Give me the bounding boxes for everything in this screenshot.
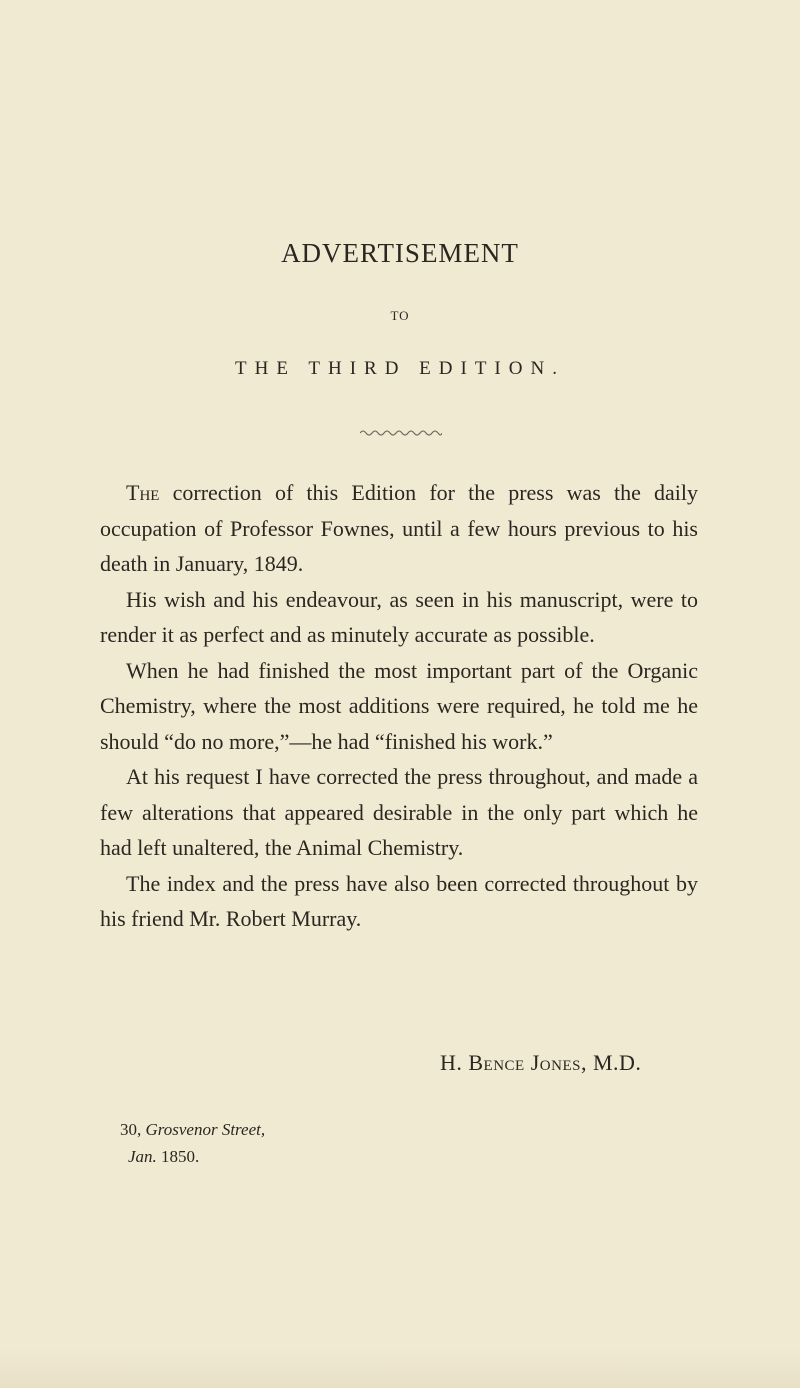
- paragraph-4: [100, 759, 698, 866]
- address-block: [120, 1116, 265, 1170]
- paragraph-text: The index and the press have also been corrected throughout by his friend Mr. Robert Murray.: [100, 870, 698, 931]
- subtitle-to: TO: [390, 308, 410, 323]
- paragraph-text: correction of this Edition for the press was the daily occupation of Professor Fownes, until a few hours previous to his death in January, 1849.: [100, 480, 698, 576]
- paragraph-text: His wish and his endeavour, as seen in his manuscript, were to render it as perfect and as minutely accurate as possible.: [100, 586, 698, 647]
- body-text: [100, 475, 698, 937]
- page-bottom-edge: [0, 1348, 800, 1388]
- signature: [440, 1050, 641, 1076]
- paragraph-1: [100, 475, 698, 582]
- address-line-2: [120, 1143, 265, 1170]
- address-year: 1850.: [161, 1147, 200, 1166]
- edition-heading: THE THIRD EDITION.: [235, 358, 565, 379]
- paragraph-2: [100, 582, 698, 653]
- paragraph-lead-word: The: [126, 480, 160, 505]
- address-line-1: [120, 1116, 265, 1143]
- address-street: Grosvenor Street,: [145, 1120, 266, 1139]
- address-month: Jan.: [128, 1147, 157, 1166]
- page-title: ADVERTISEMENT: [281, 238, 519, 268]
- paragraph-text: When he had finished the most important part of the Organic Chemistry, where the most additions were required, he told me he should “do no more,”—he had “finished his work.”: [100, 657, 698, 754]
- wavy-rule-ornament: [360, 428, 442, 438]
- address-number: 30,: [120, 1120, 142, 1139]
- paragraph-5: [100, 866, 698, 937]
- paragraph-3: [100, 653, 698, 760]
- paragraph-text: At his request I have corrected the press throughout, and made a few alterations that appeared desirable in the only part which he had left unaltered, the Animal Chemistry.: [100, 764, 698, 860]
- signature-name: H. Bence Jones, M.D.: [440, 1050, 642, 1075]
